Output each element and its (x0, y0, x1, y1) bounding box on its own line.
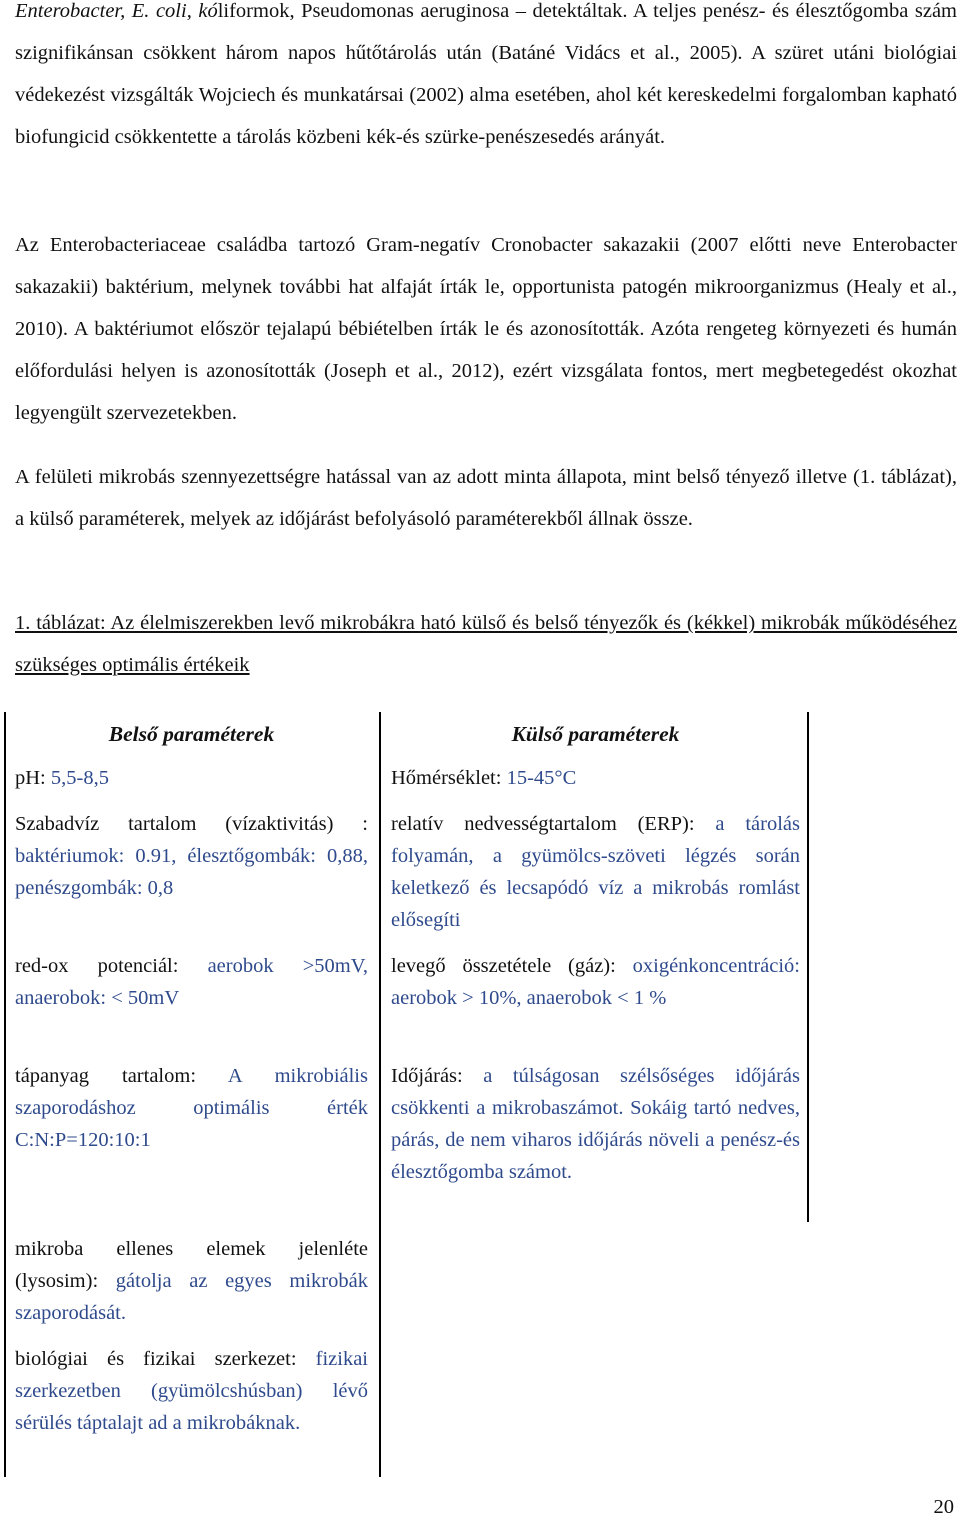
table-cell-redox (15, 950, 368, 1014)
cell-value: 15-45°C (506, 767, 577, 789)
cell-label: Szabadvíz tartalom (vízaktivitás) : (15, 813, 368, 835)
cell-value: fizikai szerkezetben (gyümölcshúsban) lévő sérülés táptalajt ad a mikrobáknak. (15, 1348, 368, 1434)
paragraph-surface-contamination: A felületi mikrobás szennyezettségre hatással van az adott minta állapota, mint belső tényező illetve (1. táblázat), a külső paraméterek, melyek az időjárást befolyásoló paraméterekből állnak össze. (15, 466, 957, 530)
cell-value: aerobok >50mV, anaerobok: < 50mV (15, 955, 368, 1009)
table-cell-weather (391, 1060, 800, 1188)
table-cell-antimicrobial (15, 1233, 368, 1329)
cell-label: biológiai és fizikai szerkezet: (15, 1348, 316, 1370)
table-cell-nutrients (15, 1060, 368, 1156)
cell-label: pH: (15, 767, 51, 789)
cell-value: a túlságosan szélsőséges időjárás csökkenti a mikrobaszámot. Sokáig tartó nedves, párás, de nem viharos időjárás növeli a penész-és élesztőgomba számot. (391, 1065, 800, 1183)
cell-label: red-ox potenciál: (15, 955, 208, 977)
page-number: 20 (933, 1496, 954, 1518)
cell-label: mikroba ellenes elemek jelenléte (lysosim): (15, 1238, 368, 1292)
cell-label: relatív nedvességtartalom (ERP): (391, 813, 716, 835)
cell-label: Időjárás: (391, 1065, 484, 1087)
table-caption: 1. táblázat: Az élelmiszerekben levő mikrobákra ható külső és belső tényezők és (kékkel) mikrobák működéséhez szükséges optimális értékeik (15, 612, 957, 676)
table-cell-structure (15, 1343, 368, 1439)
cell-label: levegő összetétele (gáz): (391, 955, 633, 977)
table-cell-ph (15, 762, 368, 794)
table-right-border (807, 712, 809, 1222)
table-header-external: Külső paraméterek (511, 722, 680, 746)
cell-label: Hőmérséklet: (391, 767, 507, 789)
cell-value: 5,5-8,5 (50, 767, 109, 789)
paragraph-intro-text: liformok, Pseudomonas aeruginosa – detektáltak. A teljes penész- és élesztőgomba szám szignifikánsan csökkent három napos hűtőtárolás után (Batáné Vidács et al., 2005). A szüret utáni biológiai védekezést vizsgálták Wojciech és munkatársai (2002) alma esetében, ahol két kereskedelmi forgalomban kapható biofungicid csökkentette a tárolás közbeni kék-és szürke-penészesedés arányát. (15, 0, 957, 148)
cell-value: oxigénkoncentráció: aerobok > 10%, anaerobok < 1 % (391, 955, 800, 1009)
cell-value: A mikrobiális szaporodáshoz optimális érték C:N:P=120:10:1 (15, 1065, 368, 1151)
cell-label: tápanyag tartalom: (15, 1065, 228, 1087)
table-cell-gas (391, 950, 800, 1014)
table-cell-humidity (391, 808, 800, 936)
paragraph-intro-italic: Enterobacter, E. coli, kó (15, 0, 218, 22)
cell-value: gátolja az egyes mikrobák szaporodását. (15, 1270, 368, 1324)
table-header-internal: Belső paraméterek (108, 722, 275, 746)
cell-value: baktériumok: 0.91, élesztőgombák: 0,88, penészgombák: 0,8 (15, 845, 368, 899)
table-left-border (4, 712, 6, 1477)
paragraph-cronobacter: Az Enterobacteriaceae családba tartozó Gram-negatív Cronobacter sakazakii (2007 előtti neve Enterobacter sakazakii) baktérium, melynek további hat alfaját írták le, opportunista patogén mikroorganizmus (Healy et al., 2010). A baktériumot először tejalapú bébiételben írták le és azonosították. Azóta rengeteg környezeti és humán előfordulási helyen is azonosították (Joseph et al., 2012), ezért vizsgálata fontos, mert megbetegedést okozhat legyengült szervezetekben. (15, 234, 957, 424)
cell-value: a tárolás folyamán, a gyümölcs-szöveti légzés során keletkező és lecsapódó víz a mikrobás romlást elősegíti (391, 813, 800, 931)
table-cell-temperature (391, 762, 800, 794)
paragraph-intro (15, 0, 957, 158)
table-cell-water-activity (15, 808, 368, 904)
table-middle-border (379, 712, 381, 1477)
